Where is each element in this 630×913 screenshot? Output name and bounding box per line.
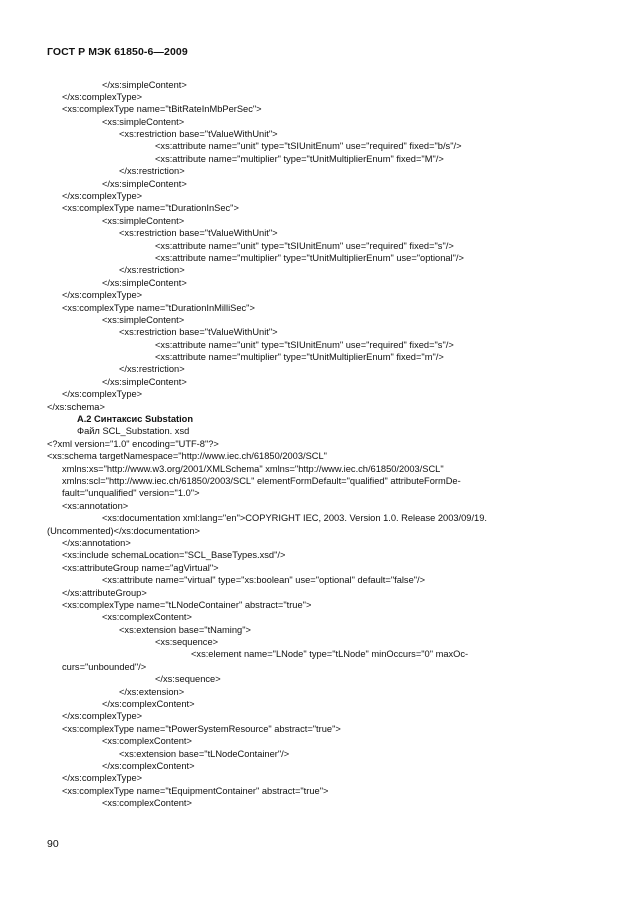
- code-line-text: </xs:complexType>: [62, 389, 143, 400]
- code-line: [0, 240, 630, 252]
- code-line: [0, 165, 630, 177]
- code-line: [0, 636, 630, 648]
- code-line-text: <xs:complexType name="tDurationInMilliSec">: [62, 302, 255, 313]
- code-line: [0, 351, 630, 363]
- code-line-text: <xs:include schemaLocation="SCL_BaseTypes.xsd"/>: [62, 550, 286, 561]
- code-line-text: <xs:complexType name="tDurationInSec">: [62, 203, 239, 214]
- code-line-text: <xs:attribute name="multiplier" type="tUnitMultiplierEnum" use="optional"/>: [155, 252, 464, 263]
- code-line-text: <xs:simpleContent>: [102, 116, 185, 127]
- code-line: [0, 698, 630, 710]
- code-line-text: fault="unqualified" version="1.0">: [62, 488, 200, 499]
- code-line-text: </xs:complexContent>: [102, 699, 195, 710]
- code-line: [0, 302, 630, 314]
- code-line-text: </xs:simpleContent>: [102, 277, 187, 288]
- code-line: [0, 537, 630, 549]
- code-line-text: <xs:attribute name="unit" type="tSIUnitEnum" use="required" fixed="b/s"/>: [155, 141, 462, 152]
- code-line: [0, 611, 630, 623]
- code-line: [0, 785, 630, 797]
- code-line: [0, 760, 630, 772]
- code-line-text: <xs:documentation xml:lang="en">COPYRIGHT IEC, 2003. Version 1.0. Release 2003/09/19.: [102, 513, 487, 524]
- code-line-text: </xs:restriction>: [119, 166, 185, 177]
- code-line: [0, 264, 630, 276]
- code-line: [0, 512, 630, 524]
- code-line: [0, 587, 630, 599]
- code-line-text: </xs:complexType>: [62, 91, 143, 102]
- code-line: [0, 475, 630, 487]
- code-line-text: <xs:extension base="tNaming">: [119, 624, 251, 635]
- code-line-text: </xs:annotation>: [62, 537, 131, 548]
- code-line: [0, 450, 630, 462]
- code-line-text: <xs:extension base="tLNodeContainer"/>: [119, 748, 290, 759]
- code-line: [0, 574, 630, 586]
- code-line: [0, 438, 630, 450]
- code-line-text: </xs:restriction>: [119, 265, 185, 276]
- code-line-text: <xs:complexType name="tLNodeContainer" abstract="true">: [62, 599, 312, 610]
- code-line-text: </xs:restriction>: [119, 364, 185, 375]
- code-line-text: <xs:complexType name="tEquipmentContainer" abstract="true">: [62, 785, 329, 796]
- code-line-text: <xs:restriction base="tValueWithUnit">: [119, 228, 278, 239]
- code-line-text: <xs:attribute name="virtual" type="xs:boolean" use="optional" default="false"/>: [102, 575, 426, 586]
- code-line: [0, 648, 630, 660]
- code-line-text: curs="unbounded"/>: [62, 661, 147, 672]
- code-line: [0, 91, 630, 103]
- code-line-text: <xs:simpleContent>: [102, 215, 185, 226]
- page-number: 90: [47, 838, 59, 850]
- code-line-text: (Uncommented)</xs:documentation>: [47, 525, 200, 536]
- code-line-text: <xs:restriction base="tValueWithUnit">: [119, 129, 278, 140]
- code-line: [0, 314, 630, 326]
- code-line-text: Файл SCL_Substation. xsd: [77, 426, 190, 437]
- code-line: [0, 277, 630, 289]
- code-line: [0, 624, 630, 636]
- code-line: [0, 748, 630, 760]
- code-line-text: </xs:complexContent>: [102, 760, 195, 771]
- code-line: [0, 735, 630, 747]
- code-line-text: xmlns:scl="http://www.iec.ch/61850/2003/SCL" elementFormDefault="qualified" attributeFormDe-: [62, 476, 461, 486]
- code-line: [0, 599, 630, 611]
- code-line: [0, 525, 630, 537]
- code-line-text: <xs:complexType name="tPowerSystemResource" abstract="true">: [62, 723, 341, 734]
- code-line: [0, 487, 630, 499]
- code-line-text: А.2 Синтаксис Substation: [77, 414, 194, 425]
- code-line-text: </xs:schema>: [47, 401, 105, 412]
- code-line-text: </xs:simpleContent>: [102, 79, 187, 90]
- code-line-text: xmlns:xs="http://www.w3.org/2001/XMLSchema" xmlns="http://www.iec.ch/61850/2003/SCL": [62, 463, 444, 474]
- code-line: [0, 227, 630, 239]
- code-line-text: <?xml version="1.0" encoding="UTF-8"?>: [47, 438, 219, 449]
- code-line: [0, 500, 630, 512]
- code-line: [0, 116, 630, 128]
- code-line-text: <xs:attribute name="multiplier" type="tUnitMultiplierEnum" fixed="m"/>: [155, 352, 444, 363]
- code-line: [0, 661, 630, 673]
- code-line-text: </xs:complexType>: [62, 711, 143, 722]
- code-line: [0, 673, 630, 685]
- code-line: [0, 772, 630, 784]
- code-line: [0, 363, 630, 375]
- code-line: [0, 79, 630, 91]
- code-line-text: <xs:annotation>: [62, 500, 129, 511]
- code-line: [0, 549, 630, 561]
- code-line-text: <xs:attributeGroup name="agVirtual">: [62, 562, 219, 573]
- code-line: [0, 178, 630, 190]
- code-line-text: </xs:extension>: [119, 686, 185, 697]
- code-line: [0, 562, 630, 574]
- code-line: [0, 339, 630, 351]
- code-line: [0, 686, 630, 698]
- code-line: [0, 388, 630, 400]
- code-line: [0, 190, 630, 202]
- code-line: [0, 252, 630, 264]
- code-line-text: <xs:attribute name="unit" type="tSIUnitEnum" use="required" fixed="s"/>: [155, 339, 454, 350]
- code-line: [0, 326, 630, 338]
- code-line: [0, 797, 630, 809]
- code-line: [0, 376, 630, 388]
- code-line-text: </xs:simpleContent>: [102, 178, 187, 189]
- code-line-text: <xs:attribute name="multiplier" type="tUnitMultiplierEnum" fixed="M"/>: [155, 153, 444, 164]
- code-line: [0, 153, 630, 165]
- page-header: ГОСТ Р МЭК 61850-6—2009: [47, 46, 188, 58]
- code-line: [0, 463, 630, 475]
- code-line-text: </xs:sequence>: [155, 674, 221, 685]
- code-line-text: </xs:complexType>: [62, 773, 143, 784]
- code-line: [0, 413, 630, 425]
- code-line-text: <xs:restriction base="tValueWithUnit">: [119, 327, 278, 338]
- code-line: [0, 723, 630, 735]
- code-line-text: <xs:complexContent>: [102, 612, 192, 623]
- code-line: [0, 289, 630, 301]
- code-listing: [0, 79, 630, 810]
- code-line-text: <xs:complexType name="tBitRateInMbPerSec">: [62, 104, 262, 115]
- code-line: [0, 103, 630, 115]
- code-line-text: </xs:attributeGroup>: [62, 587, 147, 598]
- code-line-text: </xs:simpleContent>: [102, 376, 187, 387]
- code-line-text: </xs:complexType>: [62, 290, 143, 301]
- code-line: [0, 140, 630, 152]
- code-line: [0, 215, 630, 227]
- code-line-text: <xs:schema targetNamespace="http://www.iec.ch/61850/2003/SCL": [47, 451, 327, 462]
- code-line-text: </xs:complexType>: [62, 191, 143, 202]
- code-line-text: <xs:attribute name="unit" type="tSIUnitEnum" use="required" fixed="s"/>: [155, 240, 454, 251]
- code-line-text: <xs:sequence>: [155, 637, 219, 648]
- code-line-text: <xs:simpleContent>: [102, 314, 185, 325]
- code-line-text: <xs:complexContent>: [102, 736, 192, 747]
- code-line: [0, 710, 630, 722]
- code-line-text: <xs:element name="LNode" type="tLNode" minOccurs="0" maxOc-: [191, 649, 469, 660]
- code-line: [0, 128, 630, 140]
- code-line: [0, 401, 630, 413]
- code-line: [0, 425, 630, 437]
- code-line: [0, 202, 630, 214]
- code-line-text: <xs:complexContent>: [102, 798, 192, 809]
